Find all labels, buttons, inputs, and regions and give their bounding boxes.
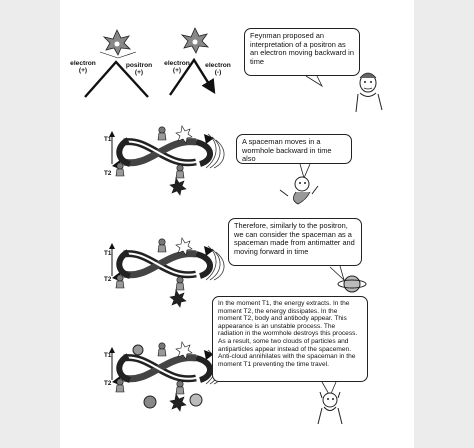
t1-label: T1 (104, 136, 112, 143)
electron-label-text: electron (70, 60, 96, 67)
spaceman-icon-body (116, 169, 124, 176)
t2-label: T2 (104, 380, 112, 387)
speech-bubble-antimatter (228, 218, 362, 266)
bubble-text: Feynman proposed an interpretation of a positron as an electron moving backward in time (250, 31, 354, 66)
spaceman-icon-body (116, 281, 124, 288)
spaceman-icon (177, 381, 183, 387)
spaceman-icon-body (158, 245, 166, 252)
spaceman-icon (159, 343, 165, 349)
positron-label-text: positron (125, 62, 153, 69)
scientist-caricature-icon (318, 392, 342, 424)
bubble-text: A spaceman moves in a wormhole backward in time also (242, 137, 332, 164)
burst-icon (104, 30, 130, 55)
electron-right-label (200, 62, 236, 76)
spaceman-icon (117, 163, 123, 169)
electron-right-charge: (-) (214, 69, 222, 76)
speech-bubble-feynman (244, 28, 360, 76)
t2-label: T2 (104, 170, 112, 177)
loop-arrow (196, 142, 210, 164)
bubble-tail (300, 164, 310, 178)
spaceman-icon (117, 379, 123, 385)
t2-label: T2 (104, 276, 112, 283)
speech-bubble-explanation (212, 296, 368, 382)
antiparticle-cloud-icon (190, 394, 202, 406)
wormhole-panels (112, 126, 224, 411)
loop-arrow (196, 254, 210, 276)
electron-right-label-text: electron (205, 62, 231, 69)
positron-label (120, 62, 158, 76)
burst-icon (182, 28, 208, 53)
spaceman-icon-body (176, 387, 184, 394)
bubble-text: Therefore, similarly to the positron, we can consider the spaceman as a spaceman made from antimatter and moving forward in time (234, 221, 355, 256)
bubble-text: In the moment T1, the energy extracts. In the moment T2, the energy dissipates. In the moment T2, body and antibody appear. This appearance is an unstable process. The radiation in the wormhole destroys this process. As a result, some two clouds of particles and antiparticles appear instead of the spacemen. Anti-cloud annihilates with the spaceman in the moment T1 preventing the time travel. (218, 300, 358, 368)
spaceman-icon (177, 165, 183, 171)
bubble-tail (330, 266, 344, 280)
positron-charge: (+) (134, 69, 144, 76)
spaceman-icon-body (158, 133, 166, 140)
electron-label (66, 60, 100, 74)
spaceman-icon-body (158, 349, 166, 356)
energy-burst-icon (170, 290, 186, 307)
spaceman-caricature-icon (280, 177, 318, 204)
speech-bubble-spaceman (236, 134, 352, 164)
spaceman-icon-body (116, 385, 124, 392)
spaceman-icon (117, 275, 123, 281)
electron-left-label (159, 60, 195, 74)
spaceman-icon (159, 127, 165, 133)
t1-label: T1 (104, 250, 112, 257)
electron-charge: (+) (78, 67, 88, 74)
spaceman-icon-body (176, 171, 184, 178)
particle-cloud-icon (133, 345, 143, 355)
energy-burst-icon (170, 178, 186, 195)
spaceman-icon (159, 239, 165, 245)
spaceman-icon (177, 277, 183, 283)
energy-burst-icon (170, 394, 186, 411)
feynman-caricature-icon (356, 73, 382, 112)
loop-arrow (196, 358, 210, 380)
spaceman-icon-body (176, 283, 184, 290)
electron-left-label-text: electron (164, 60, 190, 67)
electron-left-charge: (+) (172, 67, 182, 74)
t1-label: T1 (104, 352, 112, 359)
particle-cloud-icon (144, 396, 156, 408)
